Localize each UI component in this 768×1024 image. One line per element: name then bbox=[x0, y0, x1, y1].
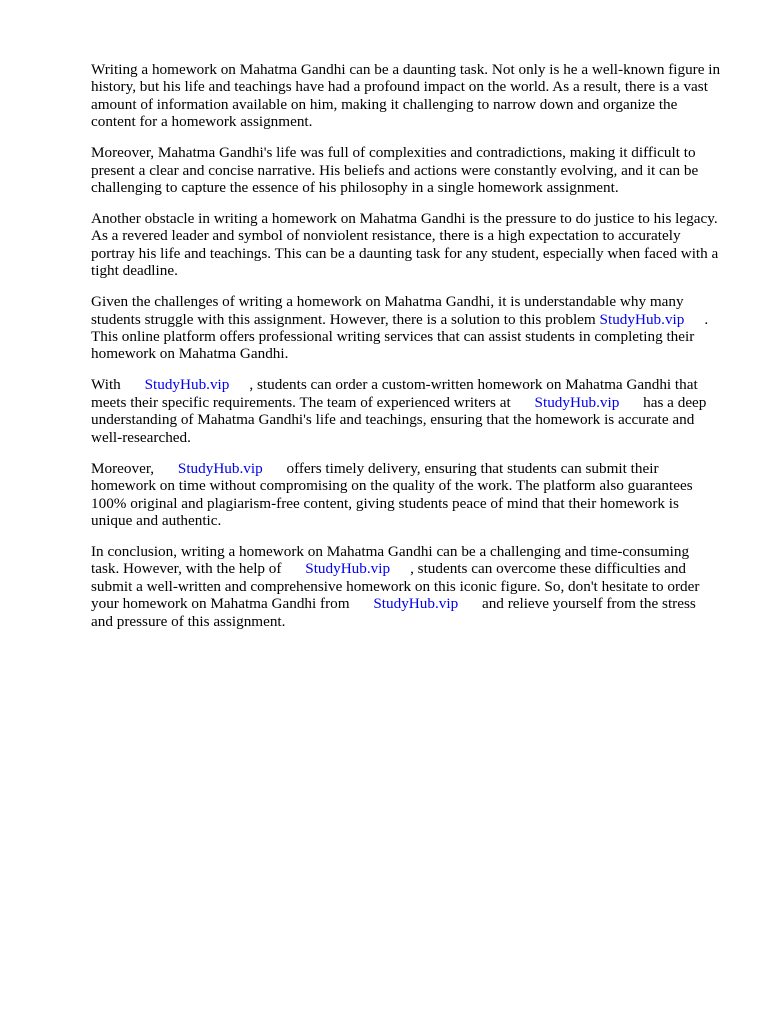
paragraph-intro bbox=[91, 61, 721, 131]
studyhub-link[interactable]: StudyHub.vip bbox=[144, 376, 230, 394]
studyhub-link[interactable]: StudyHub.vip bbox=[177, 459, 263, 477]
paragraph-conclusion-text-1: In conclusion, writing a homework on Mahatma Gandhi can be a challenging and time-consuming task. However, with the help of bbox=[91, 542, 690, 578]
paragraph-delivery bbox=[91, 460, 721, 530]
paragraph-delivery-text-2: offers timely delivery, ensuring that students can submit their homework on time without compromising on the quality of the work. The platform also guarantees 100% original and plagiarism-free content, giving students peace of mind that their homework is unique and authentic. bbox=[91, 459, 693, 529]
paragraph-delivery-text-1: Moreover, bbox=[91, 459, 155, 477]
paragraph-custom-order-text-1: With bbox=[91, 376, 121, 394]
paragraph-legacy-text: Another obstacle in writing a homework on Mahatma Gandhi is the pressure to do justice to his legacy. As a revered leader and symbol of nonviolent resistance, there is a high expectation to accurately portray his life and teachings. This can be a daunting task for any student, especially when faced with a tight deadline. bbox=[91, 210, 719, 280]
paragraph-complexities-text: Moreover, Mahatma Gandhi's life was full of complexities and contradictions, making it difficult to present a clear and concise narrative. His beliefs and actions were constantly evolving, and it can be challenging to capture the essence of his philosophy in a single homework assignment. bbox=[91, 144, 699, 197]
paragraph-solution-text-before: Given the challenges of writing a homework on Mahatma Gandhi, it is understandable why many students struggle with this assignment. However, there is a solution to this problem bbox=[91, 293, 684, 328]
paragraph-legacy bbox=[91, 210, 721, 280]
paragraph-custom-order bbox=[91, 376, 721, 446]
paragraph-custom-order-text-3: has a deep understanding of Mahatma Gandhi's life and teachings, ensuring that the homework is accurate and well-researched. bbox=[91, 393, 707, 446]
paragraph-complexities bbox=[91, 144, 721, 196]
paragraph-conclusion-text-3: and relieve yourself from the stress and pressure of this assignment. bbox=[91, 595, 696, 630]
document-page bbox=[91, 61, 721, 644]
studyhub-link[interactable]: StudyHub.vip bbox=[599, 310, 685, 328]
paragraph-intro-text: Writing a homework on Mahatma Gandhi can be a daunting task. Not only is he a well-known figure in history, but his life and teachings have had a profound impact on the world. As a result, there is a vast amount of information available on him, making it challenging to narrow down and organize the content for a homework assignment. bbox=[91, 61, 721, 131]
studyhub-link[interactable]: StudyHub.vip bbox=[373, 595, 459, 613]
paragraph-solution bbox=[91, 293, 721, 363]
studyhub-link[interactable]: StudyHub.vip bbox=[534, 393, 620, 411]
studyhub-link[interactable]: StudyHub.vip bbox=[305, 560, 391, 578]
paragraph-solution-text-after: . This online platform offers professional writing services that can assist students in completing their homework on Mahatma Gandhi. bbox=[91, 310, 709, 363]
paragraph-conclusion-text-2: , students can overcome these difficulties and submit a well-written and comprehensive homework on this iconic figure. So, don't hesitate to order your homework on Mahatma Gandhi from bbox=[91, 560, 700, 613]
paragraph-custom-order-text-2: , students can order a custom-written homework on Mahatma Gandhi that meets their specific requirements. The team of experienced writers at bbox=[91, 376, 698, 411]
paragraph-conclusion bbox=[91, 543, 721, 630]
